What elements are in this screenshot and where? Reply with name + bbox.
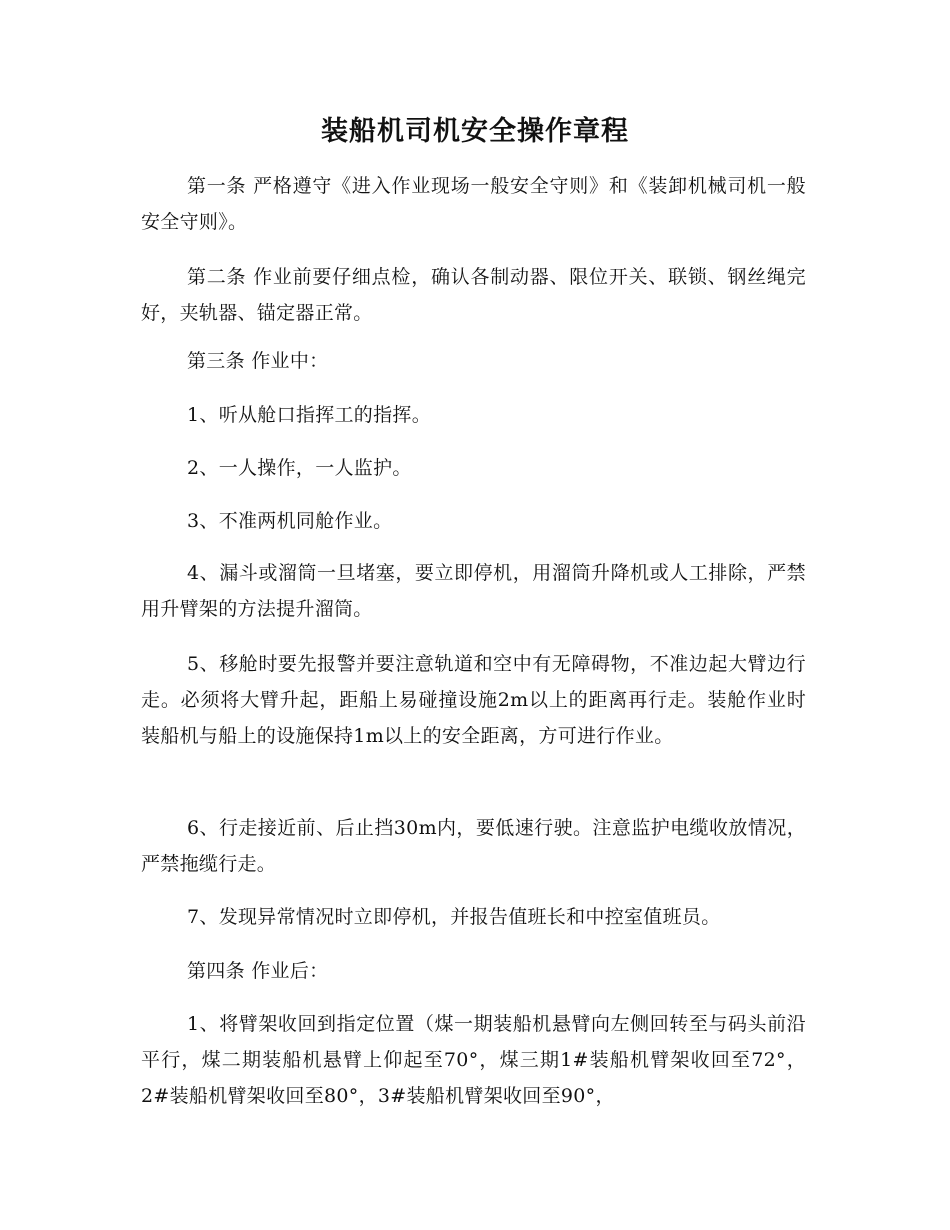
paragraph-article-4-item-1: 1、将臂架收回到指定位置（煤一期装船机悬臂向左侧回转至与码头前沿平行，煤二期装船机悬臂上仰起至70°，煤三期1#装船机臂架收回至72°，2#装船机臂架收回至80°，3#装船机臂架收回至90°， [141, 1013, 806, 1107]
paragraph-article-1: 第一条 严格遵守《进入作业现场一般安全守则》和《装卸机械司机一般安全守则》。 [141, 175, 806, 233]
paragraph-item-4: 4、漏斗或溜筒一旦堵塞，要立即停机，用溜筒升降机或人工排除，严禁用升臂架的方法提升溜筒。 [141, 562, 806, 620]
paragraph-item-7: 7、发现异常情况时立即停机，并报告值班长和中控室值班员。 [187, 906, 721, 928]
paragraph-item-5: 5、移舱时要先报警并要注意轨道和空中有无障碍物，不准边起大臂边行走。必须将大臂升起，距船上易碰撞设施2m以上的距离再行走。装舱作业时装船机与船上的设施保持1m以上的安全距离，方可进行作业。 [141, 653, 806, 747]
paragraph-article-4-heading: 第四条 作业后： [187, 960, 329, 982]
paragraph-article-2: 第二条 作业前要仔细点检，确认各制动器、限位开关、联锁、钢丝绳完好，夹轨器、锚定器正常。 [141, 266, 806, 324]
paragraph-article-3-heading: 第三条 作业中： [187, 350, 329, 372]
document-title: 装船机司机安全操作章程 [321, 116, 629, 147]
paragraph-item-6: 6、行走接近前、后止挡30m内，要低速行驶。注意监护电缆收放情况，严禁拖缆行走。 [141, 817, 806, 875]
paragraph-item-2: 2、一人操作，一人监护。 [187, 457, 412, 479]
paragraph-item-1: 1、听从舱口指挥工的指挥。 [187, 404, 431, 426]
paragraph-item-3: 3、不准两机同舱作业。 [187, 510, 393, 532]
